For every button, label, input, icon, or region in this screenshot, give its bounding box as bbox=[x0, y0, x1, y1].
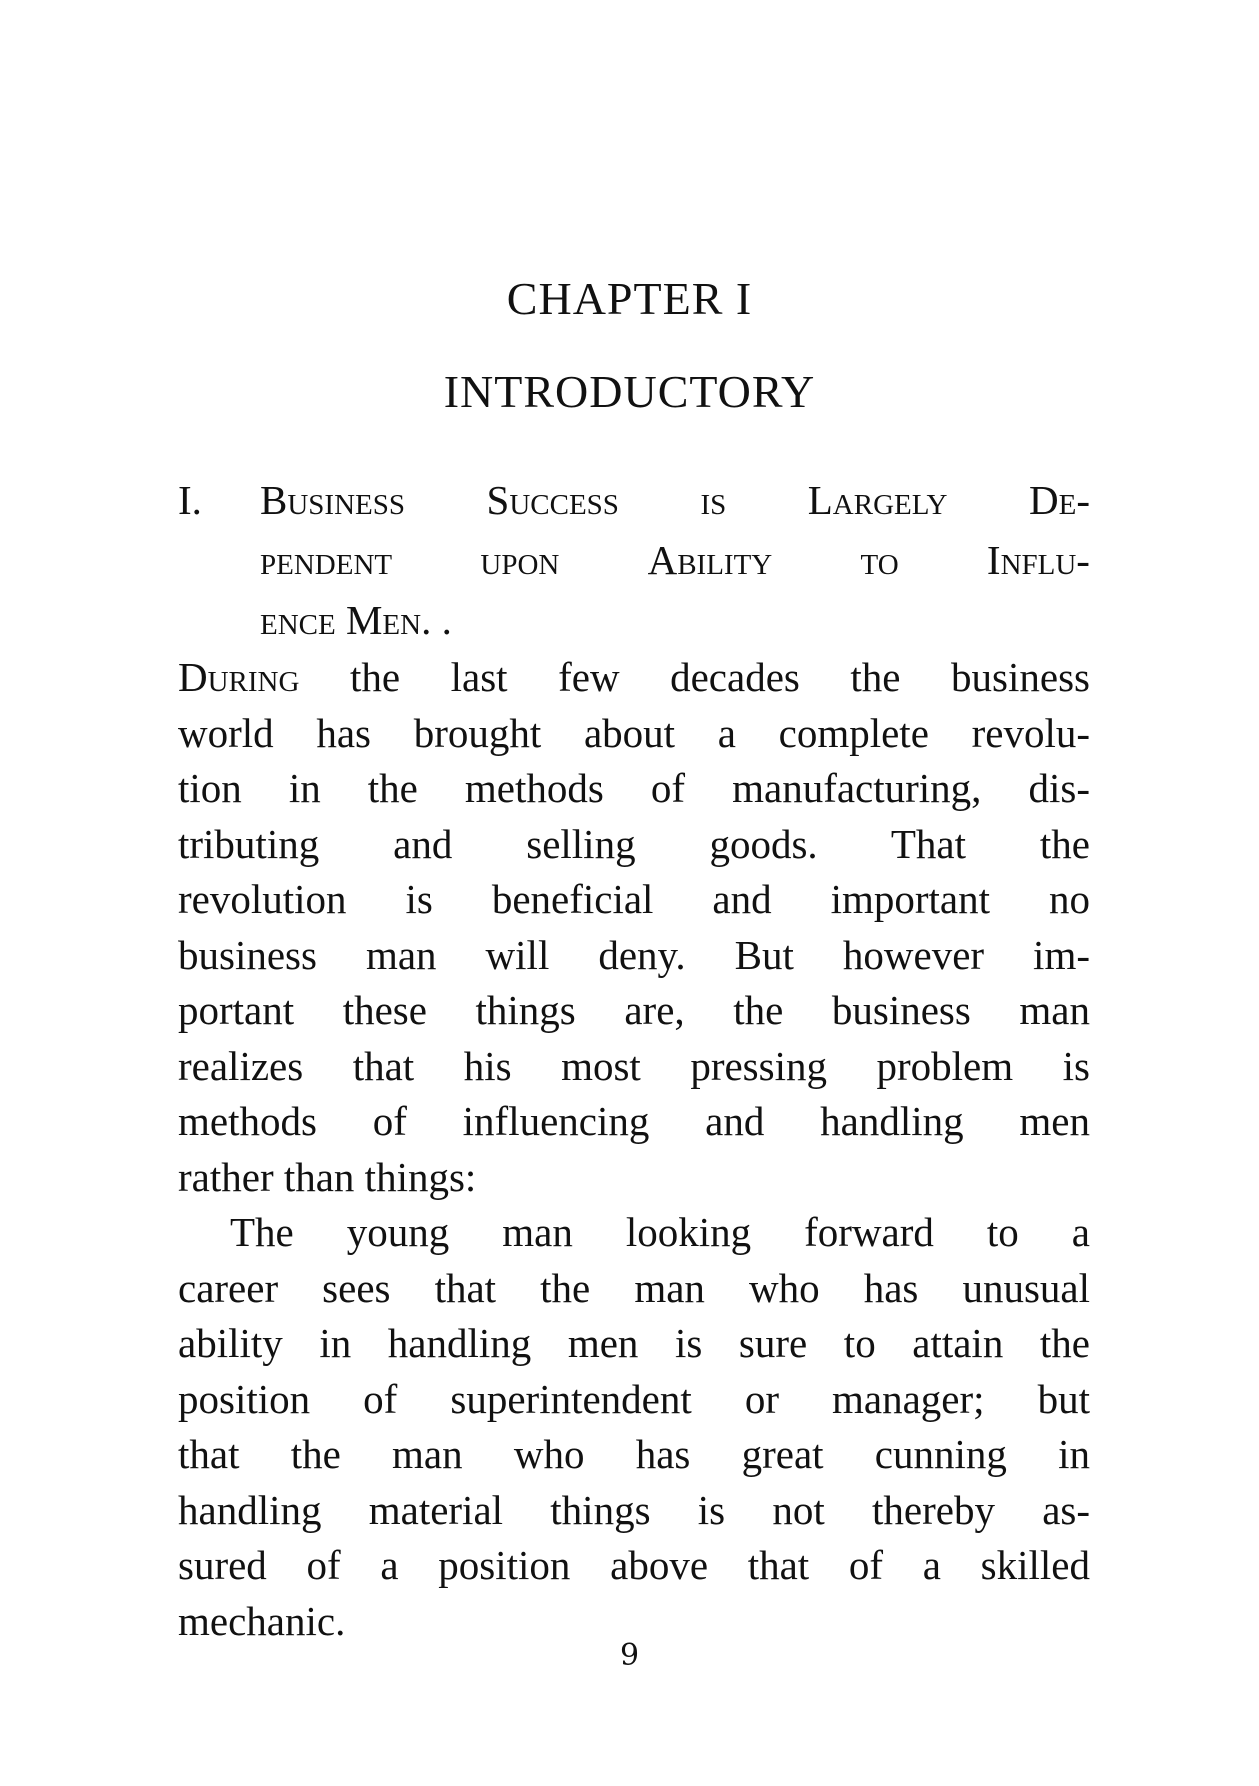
text-line: revolution is beneficial and important no bbox=[178, 876, 1090, 922]
text-line bbox=[178, 650, 1090, 706]
page-number: 9 bbox=[619, 1638, 640, 1673]
text-line: handling material things is not thereby as- bbox=[178, 1486, 1090, 1533]
heading-word: upon bbox=[480, 537, 560, 583]
heading-word: to bbox=[860, 537, 899, 583]
heading-word: Success bbox=[486, 477, 619, 523]
text-line: tion in the methods of manufacturing, dis- bbox=[178, 765, 1090, 811]
heading-word: Business bbox=[260, 477, 405, 523]
paragraph-lead-word: During bbox=[178, 654, 300, 700]
chapter-title: INTRODUCTORY bbox=[443, 366, 816, 417]
heading-word: is bbox=[700, 477, 727, 523]
section-number: I. bbox=[178, 477, 202, 523]
body-text bbox=[178, 650, 1090, 1649]
text-line-content: the last few decades the business bbox=[349, 654, 1090, 700]
heading-word: pendent bbox=[260, 537, 393, 583]
chapter-number: CHAPTER I bbox=[506, 273, 753, 324]
paragraph bbox=[178, 1205, 1090, 1649]
text-line: career sees that the man who has unusual bbox=[178, 1264, 1090, 1311]
section-heading-line bbox=[260, 470, 1090, 530]
text-line: world has brought about a complete revolu- bbox=[178, 709, 1090, 756]
text-line: business man will deny. But however im- bbox=[178, 931, 1090, 978]
text-line: tributing and selling goods. That the bbox=[178, 820, 1090, 867]
text-line: sured of a position above that of a skilled bbox=[178, 1542, 1090, 1588]
paragraph bbox=[178, 650, 1090, 1205]
text-line: The young man looking forward to a bbox=[230, 1209, 1090, 1255]
text-line: position of superintendent or manager; but bbox=[178, 1375, 1090, 1422]
section-heading-line bbox=[260, 590, 452, 650]
text-line: mechanic. bbox=[178, 1597, 346, 1644]
text-line: realizes that his most pressing problem is bbox=[178, 1042, 1090, 1089]
text-line: methods of influencing and handling men bbox=[178, 1098, 1090, 1144]
text-line: portant these things are, the business man bbox=[178, 987, 1090, 1033]
heading-word: Largely bbox=[807, 477, 948, 523]
section-heading-line bbox=[260, 530, 1090, 590]
text-line: rather than things: bbox=[178, 1153, 477, 1200]
heading-word: De- bbox=[1029, 477, 1090, 523]
text-line: that the man who has great cunning in bbox=[178, 1431, 1090, 1477]
text-line: ability in handling men is sure to attain the bbox=[178, 1320, 1090, 1366]
heading-word: Influ- bbox=[986, 537, 1090, 583]
heading-word: Ability bbox=[647, 537, 773, 583]
heading-word: ence Men. . bbox=[260, 597, 452, 643]
